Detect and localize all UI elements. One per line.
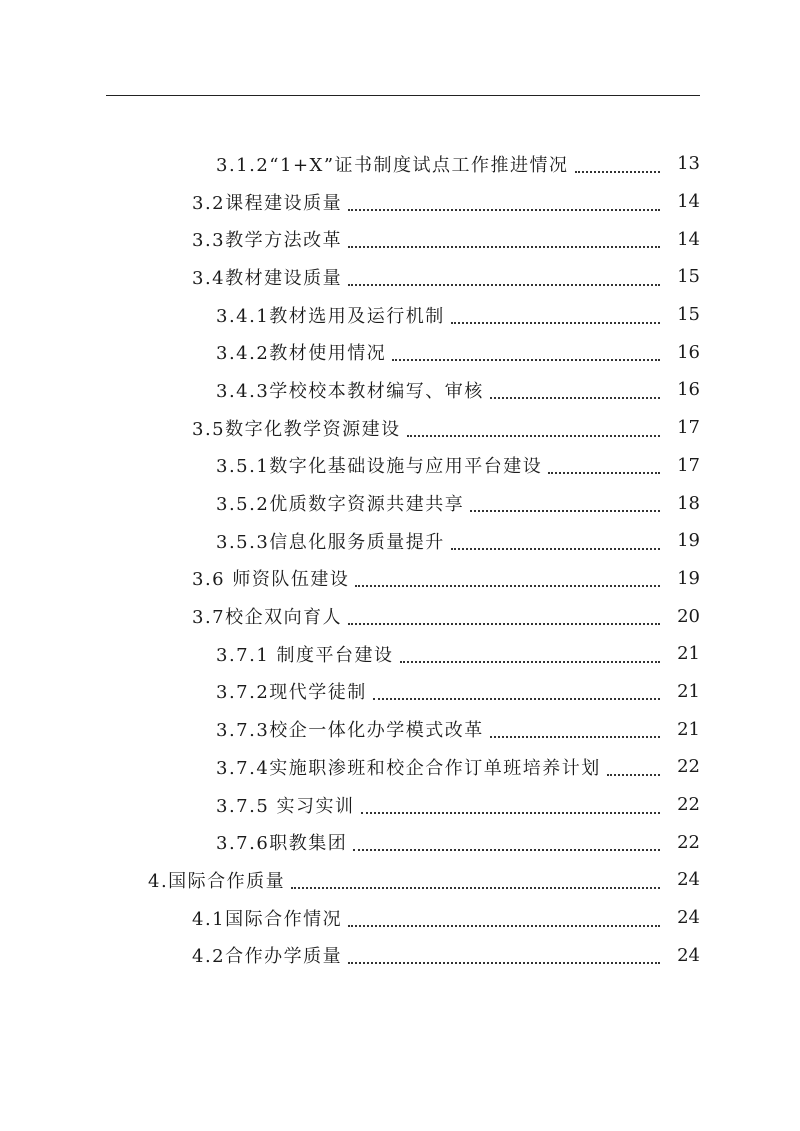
toc-entry-page-number: 19	[677, 530, 700, 552]
toc-dot-leader	[348, 209, 660, 211]
toc-entry[interactable]	[0, 710, 800, 748]
toc-entry[interactable]	[0, 786, 800, 824]
toc-entry-title: 3.5.3信息化服务质量提升	[216, 531, 445, 553]
toc-entry-page-number: 22	[677, 831, 700, 853]
toc-entry-page-number: 22	[677, 794, 700, 816]
toc-entry[interactable]	[0, 258, 800, 296]
toc-entry-page-number: 16	[677, 341, 700, 363]
toc-entry[interactable]	[0, 560, 800, 598]
toc-entry-title: 3.5.1数字化基础设施与应用平台建设	[216, 456, 543, 478]
toc-entry-page-number: 14	[677, 191, 700, 213]
toc-dot-leader	[470, 510, 660, 512]
toc-entry-title: 3.4教材建设质量	[192, 267, 343, 289]
header-rule	[106, 95, 700, 96]
toc-entry-title: 4.1国际合作情况	[192, 908, 343, 930]
toc-entry-page-number: 24	[677, 869, 700, 891]
toc-entry-title: 3.1.2“1+X”证书制度试点工作推进情况	[216, 154, 569, 176]
toc-dot-leader	[348, 925, 660, 927]
toc-dot-leader	[548, 472, 660, 474]
toc-dot-leader	[373, 698, 660, 700]
toc-dot-leader	[400, 661, 660, 663]
toc-dot-leader	[291, 887, 660, 889]
toc-dot-leader	[451, 548, 660, 550]
toc-entry-title: 3.4.3学校校本教材编写、审核	[216, 380, 484, 402]
toc-entry-title: 3.7.1 制度平台建设	[216, 644, 394, 666]
toc-entry-page-number: 19	[677, 567, 700, 589]
toc-entry[interactable]	[0, 409, 800, 447]
toc-entry-title: 3.7.2现代学徒制	[216, 682, 367, 704]
toc-entry-page-number: 24	[677, 907, 700, 929]
toc-entry[interactable]	[0, 183, 800, 221]
toc-entry-title: 3.3教学方法改革	[192, 230, 343, 252]
toc-dot-leader	[392, 359, 660, 361]
toc-entry[interactable]	[0, 748, 800, 786]
toc-entry-title: 3.7.3校企一体化办学模式改革	[216, 720, 484, 742]
toc-dot-leader	[348, 284, 660, 286]
table-of-contents	[0, 145, 800, 974]
toc-dot-leader	[355, 585, 660, 587]
toc-dot-leader	[361, 812, 660, 814]
toc-dot-leader	[353, 849, 660, 851]
toc-entry-title: 3.4.2教材使用情况	[216, 343, 387, 365]
toc-entry-page-number: 21	[677, 718, 700, 740]
toc-dot-leader	[490, 736, 660, 738]
toc-dot-leader	[490, 397, 660, 399]
toc-entry-page-number: 18	[677, 492, 700, 514]
toc-entry[interactable]	[0, 522, 800, 560]
toc-entry[interactable]	[0, 936, 800, 974]
toc-entry[interactable]	[0, 861, 800, 899]
toc-entry[interactable]	[0, 333, 800, 371]
toc-entry-page-number: 21	[677, 680, 700, 702]
toc-entry[interactable]	[0, 899, 800, 937]
toc-entry-page-number: 15	[677, 304, 700, 326]
toc-entry-title: 3.7.4实施职渗班和校企合作订单班培养计划	[216, 757, 601, 779]
toc-dot-leader	[348, 623, 660, 625]
toc-dot-leader	[575, 171, 660, 173]
toc-entry[interactable]	[0, 823, 800, 861]
toc-entry-page-number: 14	[677, 228, 700, 250]
toc-entry[interactable]	[0, 635, 800, 673]
toc-entry-page-number: 13	[677, 153, 700, 175]
toc-entry[interactable]	[0, 447, 800, 485]
toc-entry-title: 3.6 师资队伍建设	[192, 569, 350, 591]
toc-dot-leader	[348, 962, 660, 964]
toc-entry-title: 3.4.1教材选用及运行机制	[216, 305, 445, 327]
toc-entry-title: 4.2合作办学质量	[192, 946, 343, 968]
toc-dot-leader	[607, 774, 660, 776]
toc-entry-page-number: 21	[677, 643, 700, 665]
toc-entry-title: 3.7校企双向育人	[192, 607, 343, 629]
toc-entry-page-number: 20	[677, 605, 700, 627]
toc-entry-page-number: 17	[677, 417, 700, 439]
toc-entry[interactable]	[0, 673, 800, 711]
toc-entry-title: 3.2课程建设质量	[192, 192, 343, 214]
toc-entry[interactable]	[0, 296, 800, 334]
toc-entry-page-number: 22	[677, 756, 700, 778]
toc-entry-title: 3.7.6职教集团	[216, 833, 348, 855]
toc-entry[interactable]	[0, 145, 800, 183]
toc-entry[interactable]	[0, 597, 800, 635]
toc-entry-page-number: 17	[677, 454, 700, 476]
toc-entry-page-number: 15	[677, 266, 700, 288]
toc-dot-leader	[407, 435, 660, 437]
toc-entry-title: 3.5数字化教学资源建设	[192, 418, 401, 440]
toc-dot-leader	[451, 322, 660, 324]
toc-entry[interactable]	[0, 484, 800, 522]
toc-dot-leader	[348, 246, 660, 248]
toc-entry-page-number: 16	[677, 379, 700, 401]
toc-entry-title: 3.7.5 实习实训	[216, 795, 355, 817]
toc-entry[interactable]	[0, 220, 800, 258]
toc-entry-title: 4.国际合作质量	[148, 870, 286, 892]
toc-entry-title: 3.5.2优质数字资源共建共享	[216, 494, 465, 516]
toc-entry-page-number: 24	[677, 944, 700, 966]
toc-entry[interactable]	[0, 371, 800, 409]
